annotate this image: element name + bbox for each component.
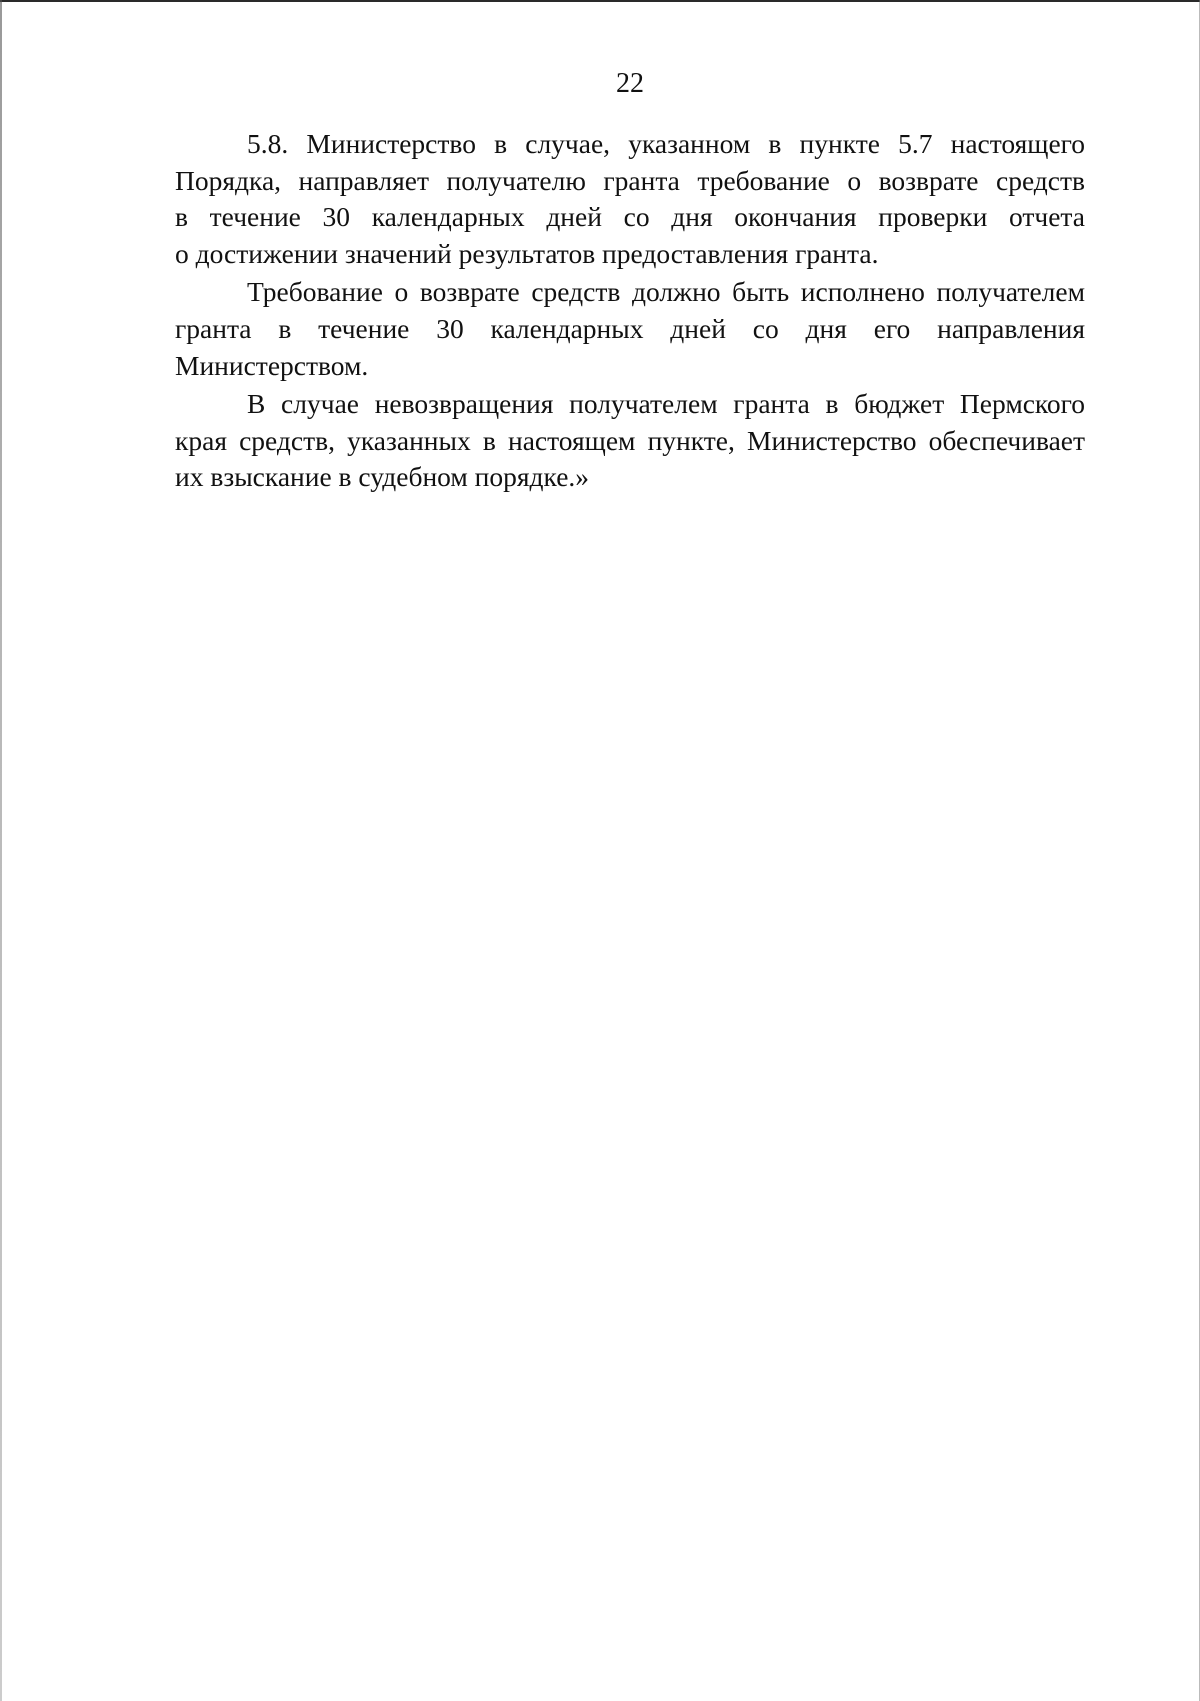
paragraph-non-return	[175, 386, 1085, 496]
text-line: Требование о возврате средств должно быть исполнено получателем	[247, 276, 1085, 308]
text-line: В случае невозвращения получателем гранта в бюджет Пермского	[247, 388, 1085, 420]
page-number: 22	[616, 68, 644, 99]
text-line: о достижении значений результатов предоставления гранта.	[175, 237, 879, 269]
scan-edge-top	[0, 0, 1200, 2]
text-line: края средств, указанных в настоящем пункте, Министерство обеспечивает	[175, 424, 1085, 456]
paragraph-return-requirement	[175, 274, 1085, 384]
text-line: в течение 30 календарных дней со дня окончания проверки отчета	[175, 201, 1085, 233]
text-line: их взыскание в судебном порядке.»	[175, 461, 590, 493]
text-line: гранта в течение 30 календарных дней со дня его направления	[175, 312, 1085, 344]
text-line: 5.8. Министерство в случае, указанном в пункте 5.7 настоящего	[247, 128, 1085, 159]
paragraph-5-8	[175, 126, 1085, 272]
text-line: Министерством.	[175, 349, 369, 381]
scan-edge-left	[0, 0, 2, 1701]
text-line: Порядка, направляет получателю гранта требование о возврате средств	[175, 164, 1085, 196]
document-body	[175, 126, 1085, 498]
